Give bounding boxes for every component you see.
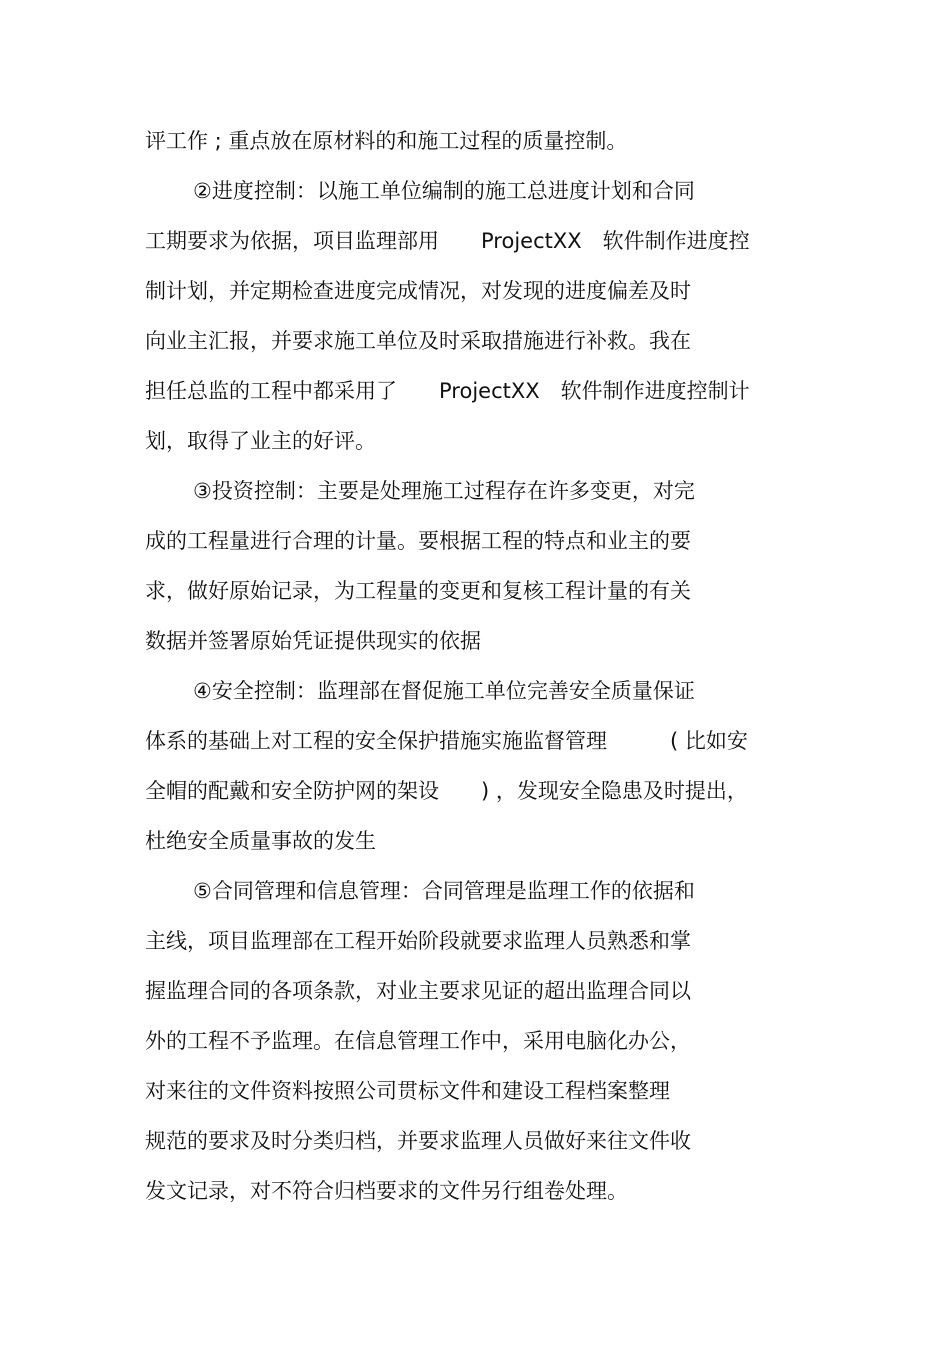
text-line-20: 对来往的文件资料按照公司贯标文件和建设工程档案整理 <box>145 1079 670 1103</box>
text-line-10: 求，做好原始记录，为工程量的变更和复核工程计量的有关 <box>145 579 691 603</box>
text-line-9: 成的工程量进行合理的计量。要根据工程的特点和业主的要 <box>145 529 691 553</box>
text-line-21: 规范的要求及时分类归档，并要求监理人员做好来往文件收 <box>145 1129 691 1153</box>
text-line-3: 工期要求为依据，项目监理部用 ProjectXX 软件制作进度控 <box>145 229 750 253</box>
text-line-2: ②进度控制：以施工单位编制的施工总进度计划和合同 <box>193 179 695 203</box>
text-line-7: 划，取得了业主的好评。 <box>145 429 376 453</box>
text-line-15: 杜绝安全质量事故的发生 <box>145 829 376 853</box>
text-line-11: 数据并签署原始凭证提供现实的依据 <box>145 629 481 653</box>
text-line-22: 发文记录，对不符合归档要求的文件另行组卷处理。 <box>145 1179 628 1203</box>
text-line-16: ⑤合同管理和信息管理：合同管理是监理工作的依据和 <box>193 879 695 903</box>
text-line-6: 担任总监的工程中都采用了 ProjectXX 软件制作进度控制计 <box>145 379 750 403</box>
text-line-14: 全帽的配戴和安全防护网的架设 ) ，发现安全隐患及时提出， <box>145 779 748 803</box>
text-line-4: 制计划，并定期检查进度完成情况，对发现的进度偏差及时 <box>145 279 691 303</box>
text-line-18: 握监理合同的各项条款，对业主要求见证的超出监理合同以 <box>145 979 691 1003</box>
text-line-5: 向业主汇报，并要求施工单位及时采取措施进行补救。我在 <box>145 329 691 353</box>
text-line-8: ③投资控制：主要是处理施工过程存在许多变更，对完 <box>193 479 695 503</box>
text-line-12: ④安全控制：监理部在督促施工单位完善安全质量保证 <box>193 679 695 703</box>
text-line-1: 评工作 ; 重点放在原材料的和施工过程的质量控制。 <box>145 129 628 153</box>
text-line-13: 体系的基础上对工程的安全保护措施实施监督管理 ( 比如安 <box>145 729 748 753</box>
text-line-19: 外的工程不予监理。在信息管理工作中，采用电脑化办公， <box>145 1029 691 1053</box>
text-line-17: 主线，项目监理部在工程开始阶段就要求监理人员熟悉和掌 <box>145 929 691 953</box>
